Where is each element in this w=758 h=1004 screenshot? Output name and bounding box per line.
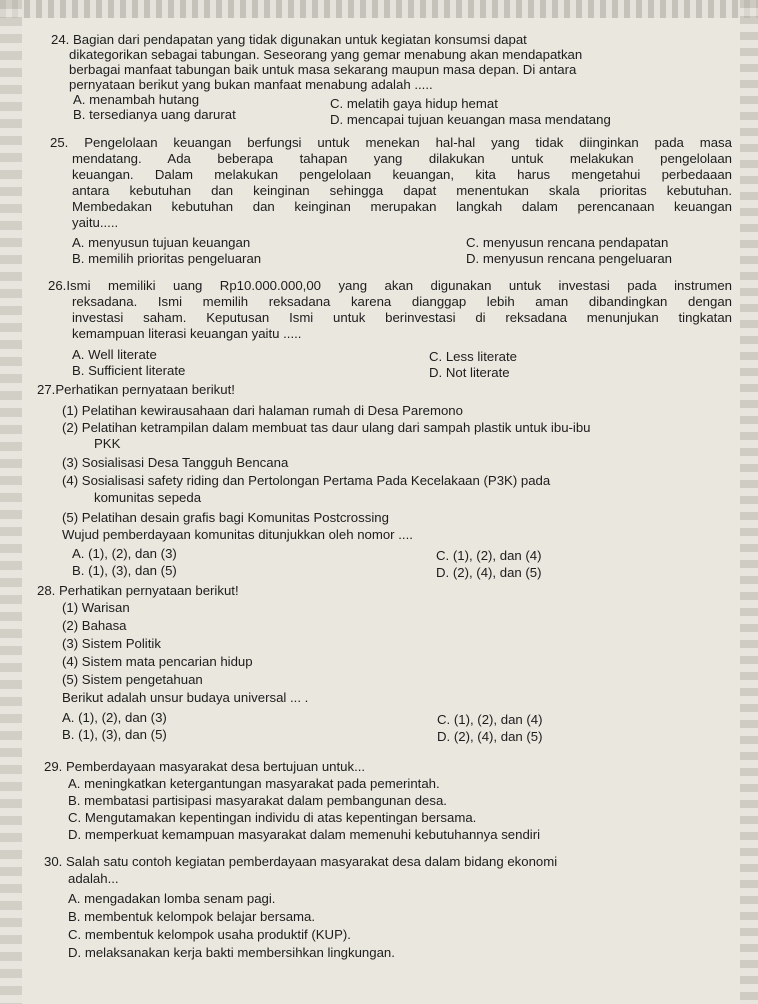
page-binding-edge-left <box>0 0 22 1004</box>
statement-item: (4) Sosialisasi safety riding dan Pertolongan Pertama Pada Kecelakaan (P3K) pada <box>62 473 551 488</box>
option-b[interactable]: B. (1), (3), dan (5) <box>62 727 167 742</box>
option-d[interactable]: D. (2), (4), dan (5) <box>437 729 543 744</box>
option-b[interactable]: B. Sufficient literate <box>72 363 186 378</box>
statement-item: (5) Pelatihan desain grafis bagi Komunitas Postcrossing <box>62 510 389 525</box>
option-b[interactable]: B. (1), (3), dan (5) <box>72 563 177 578</box>
option-a[interactable]: A. (1), (2), dan (3) <box>62 710 167 725</box>
statement-item: (3) Sistem Politik <box>62 636 161 651</box>
question-text: Berikut adalah unsur budaya universal ... . <box>62 690 309 705</box>
option-b[interactable]: B. membentuk kelompok belajar bersama. <box>68 909 316 924</box>
question-text: kemampuan literasi keuangan yaitu ..... <box>72 326 302 341</box>
option-c[interactable]: C. menyusun rencana pendapatan <box>466 235 669 250</box>
page-binding-edge-top <box>0 0 758 18</box>
option-a[interactable]: A. mengadakan lomba senam pagi. <box>68 891 276 906</box>
question-text: dikategorikan sebagai tabungan. Seseorang yang gemar menabung akan mendapatkan <box>69 47 583 62</box>
question-text: Membedakan kebutuhan dan keinginan merupakan langkah dalam perencanaan keuangan <box>72 199 732 214</box>
question-text: pernyataan berikut yang bukan manfaat menabung adalah ..... <box>69 77 433 92</box>
question-text: 29. Pemberdayaan masyarakat desa bertujuan untuk... <box>44 759 366 774</box>
option-d[interactable]: D. melaksanakan kerja bakti membersihkan lingkungan. <box>68 945 395 960</box>
option-c[interactable]: C. Mengutamakan kepentingan individu di atas kepentingan bersama. <box>68 810 477 825</box>
question-text: adalah... <box>68 871 119 886</box>
option-a[interactable]: A. meningkatkan ketergantungan masyarakat pada pemerintah. <box>68 776 440 791</box>
question-text: 30. Salah satu contoh kegiatan pemberdayaan masyarakat desa dalam bidang ekonomi <box>44 854 558 869</box>
statement-item: komunitas sepeda <box>94 490 202 505</box>
question-text: Wujud pemberdayaan komunitas ditunjukkan oleh nomor .... <box>62 527 413 542</box>
option-c[interactable]: C. (1), (2), dan (4) <box>436 548 542 563</box>
option-c[interactable]: C. membentuk kelompok usaha produktif (KUP). <box>68 927 351 942</box>
question-text: 27.Perhatikan pernyataan berikut! <box>37 382 235 397</box>
option-d[interactable]: D. (2), (4), dan (5) <box>436 565 542 580</box>
option-c[interactable]: C. (1), (2), dan (4) <box>437 712 543 727</box>
option-b[interactable]: B. memilih prioritas pengeluaran <box>72 251 262 266</box>
question-text: keuangan. Dalam melakukan pengelolaan keuangan, kita harus mengetahui perbedaaan <box>72 167 732 182</box>
page-binding-edge-right <box>740 0 758 1004</box>
statement-item: (3) Sosialisasi Desa Tangguh Bencana <box>62 455 289 470</box>
option-c[interactable]: C. Less literate <box>429 349 517 364</box>
question-text: 24. Bagian dari pendapatan yang tidak digunakan untuk kegiatan konsumsi dapat <box>51 32 527 47</box>
question-text: investasi saham. Keputusan Ismi untuk berinvestasi di reksadana menunjukan tingkatan <box>72 310 732 325</box>
question-text: reksadana. Ismi memilih reksadana karena dianggap lebih aman dibandingkan dengan <box>72 294 732 309</box>
statement-item: PKK <box>94 436 121 451</box>
worksheet <box>24 20 736 1000</box>
question-text: 26.Ismi memiliki uang Rp10.000.000,00 yang akan digunakan untuk investasi pada instrumen <box>48 278 732 293</box>
statement-item: (1) Pelatihan kewirausahaan dari halaman rumah di Desa Paremono <box>62 403 463 418</box>
statement-item: (2) Pelatihan ketrampilan dalam membuat tas daur ulang dari sampah plastik untuk ibu-ibu <box>62 420 591 435</box>
option-a[interactable]: A. menyusun tujuan keuangan <box>72 235 251 250</box>
question-text: 25. Pengelolaan keuangan berfungsi untuk menekan hal-hal yang tidak diinginkan pada masa <box>50 135 732 150</box>
question-text: 28. Perhatikan pernyataan berikut! <box>37 583 239 598</box>
question-text: berbagai manfaat tabungan baik untuk masa sekarang maupun masa depan. Di antara <box>69 62 577 77</box>
statement-item: (4) Sistem mata pencarian hidup <box>62 654 253 669</box>
question-text: antara kebutuhan dan keinginan sehingga dapat menentukan skala prioritas kebutuhan. <box>72 183 732 198</box>
option-a[interactable]: A. menambah hutang <box>73 92 200 107</box>
option-c[interactable]: C. melatih gaya hidup hemat <box>330 96 498 111</box>
option-d[interactable]: D. menyusun rencana pengeluaran <box>466 251 673 266</box>
option-d[interactable]: D. Not literate <box>429 365 510 380</box>
option-b[interactable]: B. membatasi partisipasi masyarakat dalam pembangunan desa. <box>68 793 447 808</box>
question-text: mendatang. Ada beberapa tahapan yang dilakukan untuk melakukan pengelolaan <box>72 151 732 166</box>
option-a[interactable]: A. (1), (2), dan (3) <box>72 546 177 561</box>
option-a[interactable]: A. Well literate <box>72 347 157 362</box>
statement-item: (1) Warisan <box>62 600 130 615</box>
option-d[interactable]: D. mencapai tujuan keuangan masa mendatang <box>330 112 611 127</box>
statement-item: (2) Bahasa <box>62 618 127 633</box>
option-b[interactable]: B. tersedianya uang darurat <box>73 107 236 122</box>
statement-item: (5) Sistem pengetahuan <box>62 672 203 687</box>
question-text: yaitu..... <box>72 215 119 230</box>
option-d[interactable]: D. memperkuat kemampuan masyarakat dalam memenuhi kebutuhannya sendiri <box>68 827 541 842</box>
